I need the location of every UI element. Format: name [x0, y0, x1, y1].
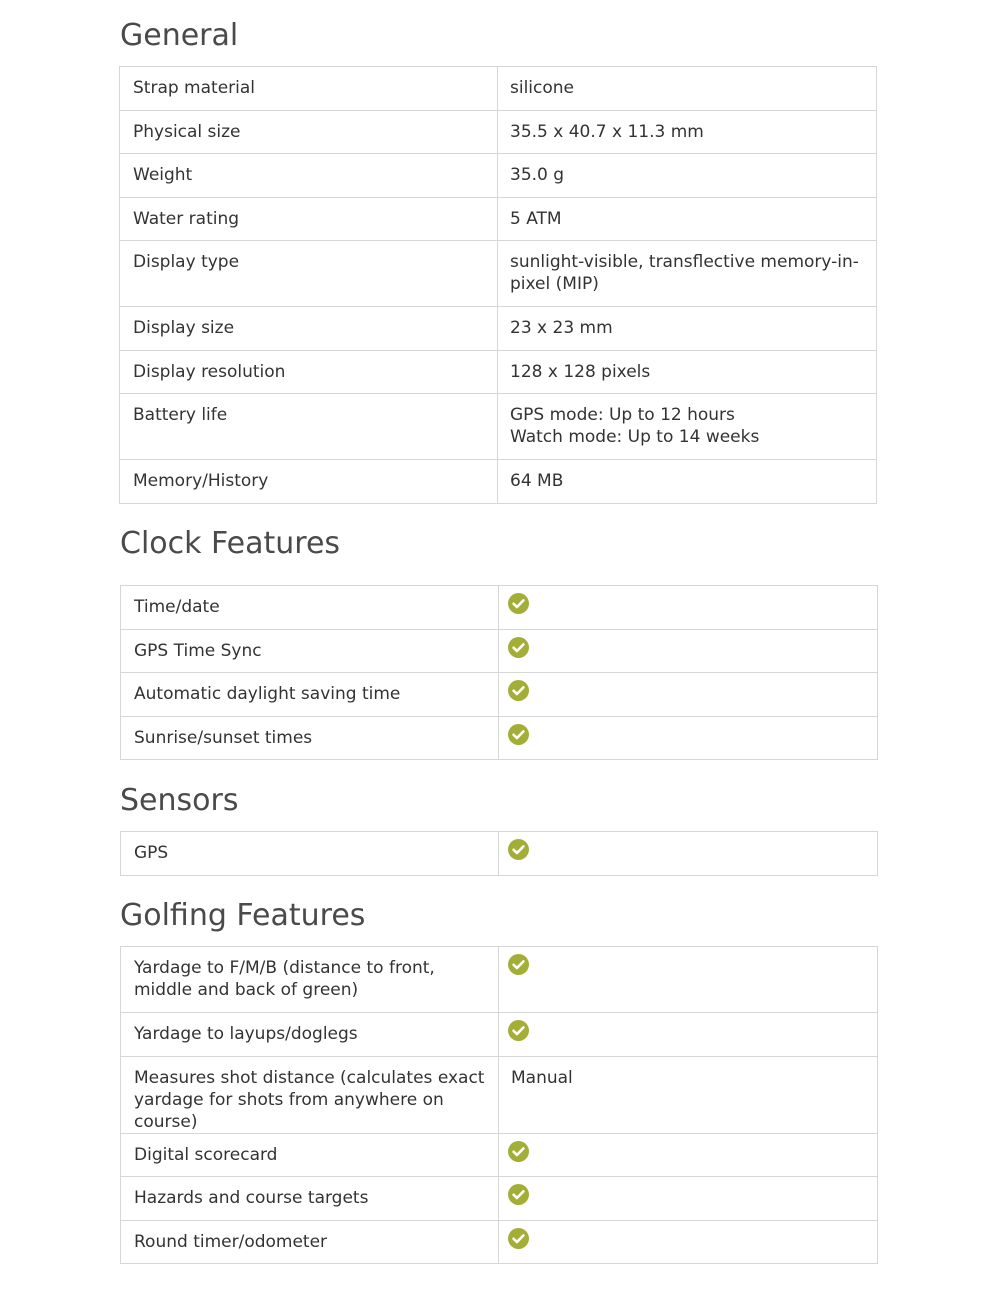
check-circle-icon [508, 680, 529, 701]
spec-value [499, 586, 878, 630]
table-row [121, 1013, 878, 1057]
table-row [121, 1177, 878, 1221]
spec-value [498, 394, 877, 460]
clock-features-table [120, 585, 878, 760]
table-row [120, 351, 877, 394]
table-row [120, 460, 877, 504]
spec-value: 128 x 128 pixels [498, 351, 877, 394]
spec-value: 23 x 23 mm [498, 307, 877, 351]
spec-value: 35.5 x 40.7 x 11.3 mm [498, 111, 877, 154]
spec-label: Display size [120, 307, 498, 351]
spec-label-link[interactable]: Physical size [120, 111, 498, 154]
table-row [121, 947, 878, 1013]
spec-label: Memory/History [120, 460, 498, 504]
spec-label: Strap material [120, 67, 498, 111]
spec-value: silicone [498, 67, 877, 111]
table-row [121, 832, 878, 876]
spec-label: Display type [120, 241, 498, 307]
check-circle-icon [508, 1228, 529, 1249]
table-row [121, 586, 878, 630]
section-title-general: General [120, 18, 239, 53]
battery-watch-mode: Watch mode: Up to 14 weeks [510, 427, 760, 447]
spec-label: Yardage to F/M/B (distance to front, middle and back of green) [121, 947, 499, 1013]
table-row [121, 1057, 878, 1134]
section-title-golfing-features: Golfing Features [120, 898, 366, 933]
spec-value: 5 ATM [498, 198, 877, 241]
check-circle-icon [508, 637, 529, 658]
table-row [120, 241, 877, 307]
spec-value [499, 1177, 878, 1221]
spec-label: Display resolution [120, 351, 498, 394]
spec-label: Time/date [121, 586, 499, 630]
spec-value [499, 717, 878, 760]
spec-label: Round timer/odometer [121, 1221, 499, 1264]
table-row [120, 307, 877, 351]
spec-label-link[interactable]: Water rating [120, 198, 498, 241]
check-circle-icon [508, 839, 529, 860]
spec-value [499, 1221, 878, 1264]
spec-label: Sunrise/sunset times [121, 717, 499, 760]
check-circle-icon [508, 954, 529, 975]
spec-value [499, 673, 878, 717]
table-row [121, 673, 878, 717]
table-row [120, 111, 877, 154]
spec-value [499, 1134, 878, 1177]
spec-value: 35.0 g [498, 154, 877, 198]
spec-value [499, 832, 878, 876]
spec-label: Yardage to layups/doglegs [121, 1013, 499, 1057]
golfing-features-table [120, 946, 878, 1264]
check-circle-icon [508, 1020, 529, 1041]
spec-value [499, 1013, 878, 1057]
spec-label: Automatic daylight saving time [121, 673, 499, 717]
check-circle-icon [508, 1184, 529, 1205]
general-spec-table [119, 66, 877, 504]
spec-label: GPS Time Sync [121, 630, 499, 673]
spec-label: Measures shot distance (calculates exact yardage for shots from anywhere on course) [121, 1057, 499, 1134]
spec-label: Battery life [120, 394, 498, 460]
section-title-sensors: Sensors [120, 783, 239, 818]
spec-label: Weight [120, 154, 498, 198]
table-row [121, 1221, 878, 1264]
spec-value: 64 MB [498, 460, 877, 504]
battery-gps-mode: GPS mode: Up to 12 hours [510, 405, 735, 425]
spec-label: Digital scorecard [121, 1134, 499, 1177]
table-row [120, 154, 877, 198]
sensors-table [120, 831, 878, 876]
check-circle-icon [508, 593, 529, 614]
table-row [120, 67, 877, 111]
spec-value [499, 947, 878, 1013]
table-row [121, 717, 878, 760]
section-title-clock-features: Clock Features [120, 526, 341, 561]
spec-label: GPS [121, 832, 499, 876]
table-row [121, 630, 878, 673]
table-row [121, 1134, 878, 1177]
spec-value [499, 630, 878, 673]
table-row [120, 394, 877, 460]
spec-label: Hazards and course targets [121, 1177, 499, 1221]
check-circle-icon [508, 1141, 529, 1162]
spec-value: sunlight-visible, transflective memory-in-pixel (MIP) [498, 241, 877, 307]
spec-value: Manual [499, 1057, 878, 1134]
table-row [120, 198, 877, 241]
check-circle-icon [508, 724, 529, 745]
